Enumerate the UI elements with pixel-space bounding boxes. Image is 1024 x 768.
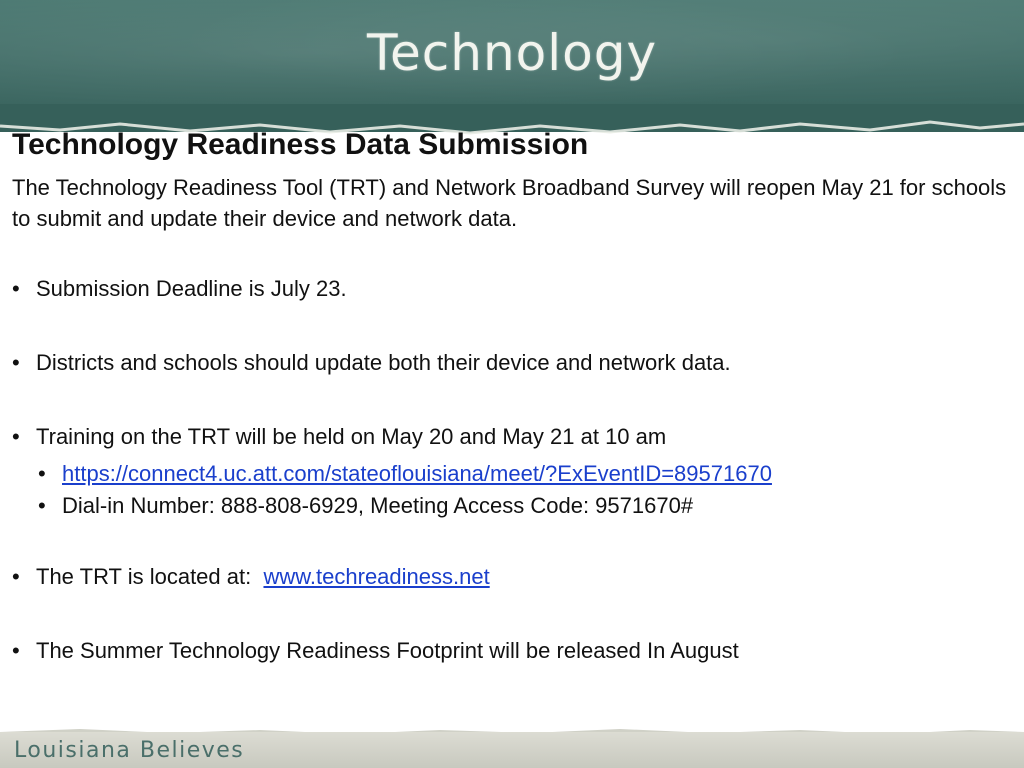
bullet-icon: •	[12, 350, 20, 375]
bullet-training	[12, 422, 1012, 522]
meeting-link[interactable]: https://connect4.uc.att.com/stateoflouisiana/meet/?ExEventID=89571670	[62, 461, 772, 486]
footer-bar	[0, 732, 1024, 768]
bullet-text: Training on the TRT will be held on May 20 and May 21 at 10 am	[36, 424, 667, 449]
bullet-text: Submission Deadline is July 23.	[36, 276, 347, 301]
dial-in-text: Dial-in Number: 888-808-6929, Meeting Access Code: 9571670#	[62, 493, 694, 518]
bullet-icon: •	[12, 276, 20, 301]
bullet-icon: •	[12, 424, 20, 449]
bullet-update-data	[12, 348, 1012, 378]
header-title: Technology	[366, 24, 658, 82]
sub-bullet-dial-in	[36, 490, 1012, 522]
intro-paragraph: The Technology Readiness Tool (TRT) and Network Broadband Survey will reopen May 21 for schools to submit and update their device and network data.	[12, 175, 1007, 231]
bullet-trt-location	[12, 562, 1012, 592]
bullet-text: The TRT is located at:	[36, 564, 258, 589]
bullet-list	[12, 274, 1012, 666]
bullet-footprint	[12, 636, 1012, 666]
bullet-icon: •	[38, 461, 46, 486]
sub-bullet-list	[36, 458, 1012, 522]
bullet-text: Districts and schools should update both their device and network data.	[36, 350, 731, 375]
bullet-deadline	[12, 274, 1012, 304]
techreadiness-link[interactable]: www.techreadiness.net	[263, 564, 490, 589]
slide-content	[12, 126, 1012, 666]
bullet-text: The Summer Technology Readiness Footprint will be released In August	[36, 638, 739, 663]
bullet-icon: •	[12, 564, 20, 589]
page-title: Technology Readiness Data Submission	[12, 128, 589, 161]
sub-bullet-meeting-link	[36, 458, 1012, 490]
bullet-icon: •	[38, 493, 46, 518]
footer-brand: Louisiana Believes	[14, 738, 245, 763]
bullet-icon: •	[12, 638, 20, 663]
